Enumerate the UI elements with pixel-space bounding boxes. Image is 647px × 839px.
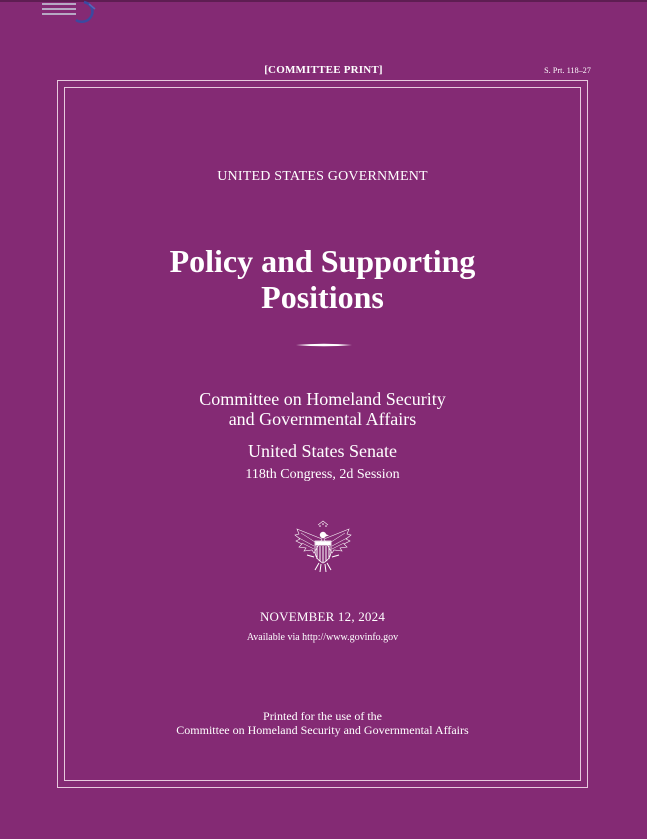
inner-frame [64,87,581,781]
committee-name [64,389,581,429]
print-number: S. Prt. 118–27 [544,66,591,75]
title-line-1: Policy and Supporting [169,243,476,279]
eagle-seal-icon [293,519,353,574]
printed-for-note [64,709,581,737]
title-divider [296,343,352,347]
authenticated-gpo-logo-icon [40,0,98,26]
government-heading: UNITED STATES GOVERNMENT [217,169,428,184]
committee-print-label: [COMMITTEE PRINT] [264,64,383,76]
congress-session: 118th Congress, 2d Session [245,467,400,482]
committee-line-2: and Governmental Affairs [228,409,417,429]
senate-label: United States Senate [248,441,397,461]
printed-line-2: Committee on Homeland Security and Governmental Affairs [176,723,469,737]
committee-line-1: Committee on Homeland Security [199,389,446,409]
document-title [64,243,581,315]
printed-line-1: Printed for the use of the [263,709,382,723]
availability-note: Available via http://www.govinfo.gov [246,632,399,643]
publication-date: NOVEMBER 12, 2024 [259,609,386,624]
title-line-2: Positions [261,279,384,315]
